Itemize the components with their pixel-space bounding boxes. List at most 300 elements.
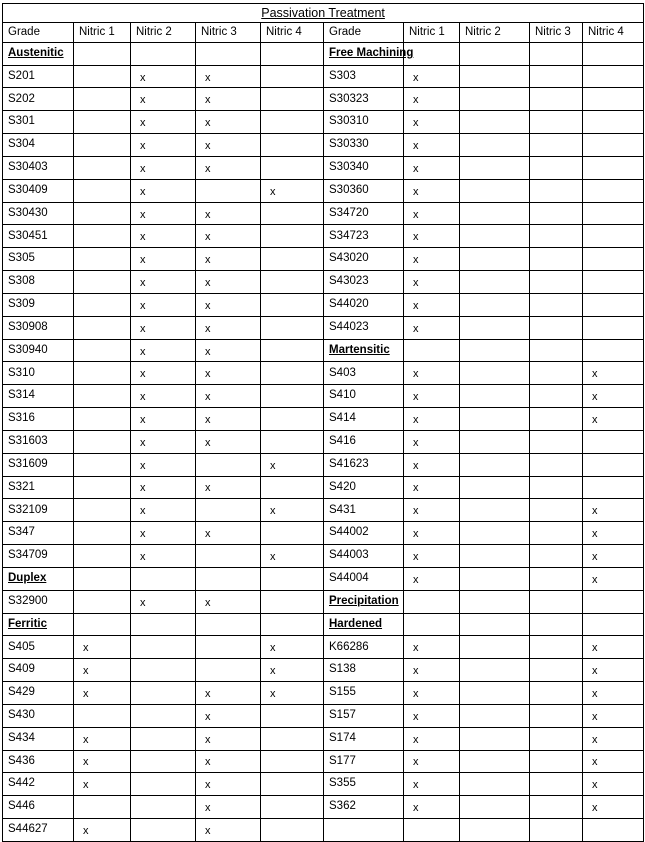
table-row [3,293,644,316]
right-nitric-2-mark [460,362,530,385]
right-nitric-3-mark [530,636,583,659]
table-row [3,476,644,499]
table-row [3,636,644,659]
right-nitric-2-mark [460,134,530,157]
left-nitric-4-mark [261,293,324,316]
right-nitric-1-mark: x [404,522,460,545]
right-nitric-2-mark [460,225,530,248]
right-nitric-2-mark [460,659,530,682]
left-nitric-4-mark: x [261,682,324,705]
left-nitric-3-mark [196,42,261,65]
left-nitric-1-mark: x [74,750,131,773]
left-nitric-1-mark [74,316,131,339]
left-nitric-4-mark [261,567,324,590]
left-nitric-3-mark: x [196,88,261,111]
right-grade-cell: S138 [324,659,404,682]
right-nitric-1-mark [404,590,460,613]
left-grade-cell: S201 [3,65,74,88]
right-nitric-2-mark [460,773,530,796]
left-nitric-3-mark: x [196,408,261,431]
left-nitric-3-mark: x [196,271,261,294]
right-grade-cell: S44002 [324,522,404,545]
right-nitric-2-mark [460,818,530,841]
right-nitric-1-mark: x [404,476,460,499]
left-nitric-4-mark [261,522,324,545]
left-nitric-4-mark [261,362,324,385]
table-row [3,179,644,202]
right-nitric-3-mark [530,430,583,453]
right-nitric-3-mark [530,271,583,294]
right-grade-cell [324,818,404,841]
left-grade-cell: S446 [3,796,74,819]
header-row [3,23,644,43]
left-nitric-2-mark: x [131,385,196,408]
table-row [3,339,644,362]
left-nitric-4-mark: x [261,545,324,568]
right-nitric-2-mark [460,42,530,65]
left-section-label: Austenitic [3,42,74,65]
right-nitric-1-mark: x [404,750,460,773]
right-nitric-2-mark [460,293,530,316]
right-nitric-4-mark: x [583,659,644,682]
right-grade-cell: S44023 [324,316,404,339]
left-nitric-4-mark [261,773,324,796]
left-nitric-4-mark [261,111,324,134]
left-nitric-3-mark: x [196,773,261,796]
left-nitric-2-mark [131,773,196,796]
left-nitric-1-mark [74,339,131,362]
table-row [3,727,644,750]
left-nitric-3-mark: x [196,156,261,179]
left-nitric-2-mark: x [131,522,196,545]
left-nitric-2-mark [131,682,196,705]
right-header-nitric-1: Nitric 1 [404,23,460,43]
right-nitric-4-mark [583,818,644,841]
right-nitric-2-mark [460,202,530,225]
table-row [3,522,644,545]
right-nitric-3-mark [530,590,583,613]
right-section-label: Precipitation [324,590,404,613]
left-nitric-3-mark: x [196,339,261,362]
left-nitric-3-mark: x [196,65,261,88]
right-nitric-2-mark [460,613,530,636]
right-grade-cell: S416 [324,430,404,453]
right-nitric-3-mark [530,476,583,499]
table-row [3,134,644,157]
left-nitric-2-mark: x [131,293,196,316]
left-nitric-1-mark: x [74,682,131,705]
left-nitric-1-mark [74,430,131,453]
right-nitric-3-mark [530,522,583,545]
right-nitric-1-mark: x [404,65,460,88]
left-nitric-3-mark [196,567,261,590]
right-nitric-1-mark: x [404,682,460,705]
left-grade-cell: S309 [3,293,74,316]
right-nitric-3-mark [530,545,583,568]
table-title-cell [3,4,644,23]
right-nitric-4-mark [583,271,644,294]
right-nitric-2-mark [460,682,530,705]
left-grade-cell: S442 [3,773,74,796]
table-row [3,111,644,134]
right-nitric-1-mark [404,339,460,362]
left-nitric-4-mark: x [261,453,324,476]
left-nitric-3-mark: x [196,202,261,225]
right-nitric-3-mark [530,682,583,705]
right-nitric-4-mark [583,476,644,499]
left-section-label: Ferritic [3,613,74,636]
left-nitric-1-mark [74,88,131,111]
left-grade-cell: S31609 [3,453,74,476]
left-nitric-2-mark [131,567,196,590]
right-nitric-3-mark [530,179,583,202]
left-nitric-4-mark [261,65,324,88]
right-grade-cell: S43023 [324,271,404,294]
left-nitric-2-mark: x [131,202,196,225]
right-nitric-3-mark [530,316,583,339]
left-nitric-3-mark: x [196,522,261,545]
right-nitric-1-mark: x [404,316,460,339]
table-row [3,316,644,339]
left-nitric-4-mark [261,385,324,408]
left-grade-cell: S305 [3,248,74,271]
left-nitric-2-mark: x [131,362,196,385]
left-grade-cell: S316 [3,408,74,431]
left-nitric-1-mark [74,293,131,316]
left-nitric-3-mark [196,453,261,476]
left-nitric-2-mark: x [131,111,196,134]
table-row [3,362,644,385]
right-nitric-2-mark [460,179,530,202]
right-nitric-4-mark [583,248,644,271]
right-grade-cell: S44004 [324,567,404,590]
left-nitric-2-mark [131,42,196,65]
table-title: Passivation Treatment [261,5,385,20]
left-nitric-4-mark [261,704,324,727]
right-nitric-2-mark [460,499,530,522]
left-grade-cell: S405 [3,636,74,659]
left-header-nitric-3: Nitric 3 [196,23,261,43]
left-nitric-2-mark: x [131,248,196,271]
left-grade-cell: S310 [3,362,74,385]
right-nitric-3-mark [530,293,583,316]
left-nitric-1-mark: x [74,727,131,750]
left-nitric-3-mark [196,636,261,659]
right-nitric-4-mark: x [583,362,644,385]
right-nitric-3-mark [530,408,583,431]
table-row [3,202,644,225]
right-nitric-2-mark [460,430,530,453]
right-nitric-1-mark: x [404,773,460,796]
left-nitric-2-mark: x [131,134,196,157]
left-nitric-4-mark [261,156,324,179]
right-nitric-4-mark [583,316,644,339]
left-nitric-2-mark: x [131,430,196,453]
right-grade-cell: S44003 [324,545,404,568]
left-nitric-3-mark: x [196,590,261,613]
left-nitric-4-mark [261,476,324,499]
right-nitric-3-mark [530,65,583,88]
right-nitric-3-mark [530,659,583,682]
left-nitric-2-mark: x [131,271,196,294]
left-nitric-2-mark: x [131,156,196,179]
left-header-nitric-1: Nitric 1 [74,23,131,43]
left-nitric-3-mark: x [196,430,261,453]
left-nitric-1-mark [74,111,131,134]
right-nitric-1-mark: x [404,430,460,453]
left-nitric-2-mark [131,704,196,727]
left-nitric-2-mark [131,818,196,841]
left-section-label: Duplex [3,567,74,590]
right-nitric-2-mark [460,339,530,362]
right-nitric-4-mark: x [583,522,644,545]
right-nitric-3-mark [530,225,583,248]
right-nitric-4-mark [583,225,644,248]
right-nitric-4-mark: x [583,499,644,522]
right-nitric-4-mark [583,156,644,179]
table-row [3,613,644,636]
right-grade-cell: S30330 [324,134,404,157]
left-grade-cell: S30908 [3,316,74,339]
left-nitric-4-mark [261,613,324,636]
left-nitric-2-mark: x [131,545,196,568]
passivation-table [2,3,644,842]
left-nitric-4-mark [261,202,324,225]
left-nitric-1-mark: x [74,659,131,682]
right-nitric-4-mark [583,453,644,476]
left-nitric-1-mark [74,385,131,408]
right-nitric-2-mark [460,636,530,659]
left-nitric-1-mark [74,476,131,499]
right-nitric-4-mark: x [583,385,644,408]
left-nitric-4-mark: x [261,179,324,202]
right-nitric-2-mark [460,750,530,773]
left-nitric-4-mark [261,590,324,613]
left-nitric-3-mark: x [196,248,261,271]
right-nitric-1-mark: x [404,704,460,727]
left-nitric-1-mark: x [74,818,131,841]
right-nitric-1-mark: x [404,796,460,819]
table-row [3,818,644,841]
left-nitric-2-mark [131,636,196,659]
right-section-label: Hardened [324,613,404,636]
right-grade-cell: S355 [324,773,404,796]
left-nitric-1-mark [74,248,131,271]
right-grade-cell: S403 [324,362,404,385]
left-nitric-2-mark: x [131,408,196,431]
left-nitric-1-mark [74,704,131,727]
left-nitric-2-mark: x [131,476,196,499]
right-nitric-1-mark: x [404,727,460,750]
right-nitric-1-mark: x [404,567,460,590]
left-nitric-4-mark [261,88,324,111]
left-grade-cell: S409 [3,659,74,682]
left-nitric-3-mark: x [196,134,261,157]
left-grade-cell: S30409 [3,179,74,202]
right-nitric-3-mark [530,385,583,408]
table-row [3,773,644,796]
right-nitric-4-mark [583,293,644,316]
table-row [3,682,644,705]
left-header-nitric-4: Nitric 4 [261,23,324,43]
left-nitric-2-mark: x [131,65,196,88]
left-grade-cell: S314 [3,385,74,408]
left-nitric-3-mark: x [196,111,261,134]
left-nitric-3-mark: x [196,293,261,316]
right-nitric-2-mark [460,590,530,613]
left-nitric-4-mark [261,316,324,339]
left-grade-cell: S31603 [3,430,74,453]
left-grade-cell: S44627 [3,818,74,841]
left-grade-cell: S429 [3,682,74,705]
right-nitric-1-mark: x [404,248,460,271]
left-nitric-4-mark [261,750,324,773]
right-nitric-3-mark [530,156,583,179]
left-grade-cell: S430 [3,704,74,727]
right-nitric-3-mark [530,613,583,636]
left-nitric-3-mark [196,545,261,568]
left-nitric-1-mark [74,453,131,476]
left-nitric-1-mark [74,545,131,568]
right-nitric-1-mark: x [404,111,460,134]
right-nitric-4-mark [583,65,644,88]
right-nitric-1-mark: x [404,134,460,157]
left-grade-cell: S321 [3,476,74,499]
right-nitric-1-mark: x [404,225,460,248]
right-nitric-2-mark [460,522,530,545]
right-nitric-2-mark [460,704,530,727]
right-nitric-2-mark [460,88,530,111]
left-nitric-4-mark [261,339,324,362]
left-nitric-1-mark [74,613,131,636]
left-nitric-2-mark [131,750,196,773]
left-nitric-2-mark [131,727,196,750]
right-nitric-3-mark [530,818,583,841]
left-grade-cell: S436 [3,750,74,773]
left-nitric-1-mark [74,134,131,157]
left-nitric-3-mark: x [196,727,261,750]
left-nitric-3-mark: x [196,476,261,499]
right-grade-cell: S34723 [324,225,404,248]
right-nitric-2-mark [460,156,530,179]
left-nitric-1-mark [74,156,131,179]
left-nitric-4-mark [261,430,324,453]
left-grade-cell: S30451 [3,225,74,248]
right-nitric-4-mark: x [583,408,644,431]
right-nitric-4-mark: x [583,796,644,819]
left-nitric-4-mark [261,796,324,819]
right-nitric-2-mark [460,248,530,271]
left-grade-cell: S202 [3,88,74,111]
right-grade-cell: S30340 [324,156,404,179]
table-row [3,271,644,294]
table-row [3,750,644,773]
left-nitric-1-mark [74,362,131,385]
left-nitric-4-mark: x [261,499,324,522]
right-nitric-1-mark: x [404,362,460,385]
left-header-grade: Grade [3,23,74,43]
left-header-nitric-2: Nitric 2 [131,23,196,43]
table-row [3,796,644,819]
right-nitric-4-mark: x [583,682,644,705]
left-nitric-1-mark [74,590,131,613]
right-nitric-4-mark: x [583,704,644,727]
right-header-grade: Grade [324,23,404,43]
left-nitric-1-mark [74,271,131,294]
right-grade-cell: K66286 [324,636,404,659]
right-nitric-4-mark [583,202,644,225]
right-nitric-1-mark: x [404,156,460,179]
right-grade-cell: S34720 [324,202,404,225]
left-nitric-4-mark [261,271,324,294]
right-grade-cell: S30360 [324,179,404,202]
right-nitric-3-mark [530,202,583,225]
right-section-label: Martensitic [324,339,404,362]
left-nitric-1-mark [74,567,131,590]
left-nitric-1-mark [74,796,131,819]
right-nitric-3-mark [530,134,583,157]
left-nitric-4-mark [261,727,324,750]
left-nitric-3-mark [196,499,261,522]
right-nitric-4-mark: x [583,727,644,750]
right-nitric-4-mark: x [583,567,644,590]
right-nitric-4-mark: x [583,750,644,773]
right-nitric-2-mark [460,111,530,134]
right-nitric-3-mark [530,339,583,362]
left-nitric-3-mark: x [196,682,261,705]
right-header-nitric-3: Nitric 3 [530,23,583,43]
right-grade-cell: S44020 [324,293,404,316]
left-nitric-2-mark: x [131,590,196,613]
left-nitric-1-mark [74,522,131,545]
table-row [3,88,644,111]
left-nitric-3-mark: x [196,316,261,339]
right-nitric-3-mark [530,248,583,271]
left-nitric-4-mark [261,42,324,65]
left-nitric-2-mark [131,613,196,636]
right-grade-cell: S43020 [324,248,404,271]
left-nitric-3-mark: x [196,796,261,819]
left-nitric-1-mark: x [74,773,131,796]
title-row [3,4,644,23]
right-nitric-1-mark: x [404,408,460,431]
table-row [3,248,644,271]
left-nitric-1-mark [74,42,131,65]
table-row [3,704,644,727]
right-nitric-3-mark [530,88,583,111]
left-nitric-4-mark [261,818,324,841]
left-grade-cell: S308 [3,271,74,294]
right-grade-cell: S420 [324,476,404,499]
left-grade-cell: S347 [3,522,74,545]
right-nitric-4-mark [583,179,644,202]
left-nitric-4-mark [261,225,324,248]
left-nitric-1-mark [74,225,131,248]
left-grade-cell: S30430 [3,202,74,225]
left-nitric-4-mark [261,248,324,271]
right-nitric-3-mark [530,773,583,796]
table-row [3,225,644,248]
right-nitric-3-mark [530,362,583,385]
right-grade-cell: S155 [324,682,404,705]
left-nitric-1-mark: x [74,636,131,659]
right-grade-cell: S362 [324,796,404,819]
right-grade-cell: S414 [324,408,404,431]
left-nitric-2-mark: x [131,339,196,362]
right-nitric-4-mark: x [583,773,644,796]
table-row [3,430,644,453]
right-nitric-1-mark [404,818,460,841]
